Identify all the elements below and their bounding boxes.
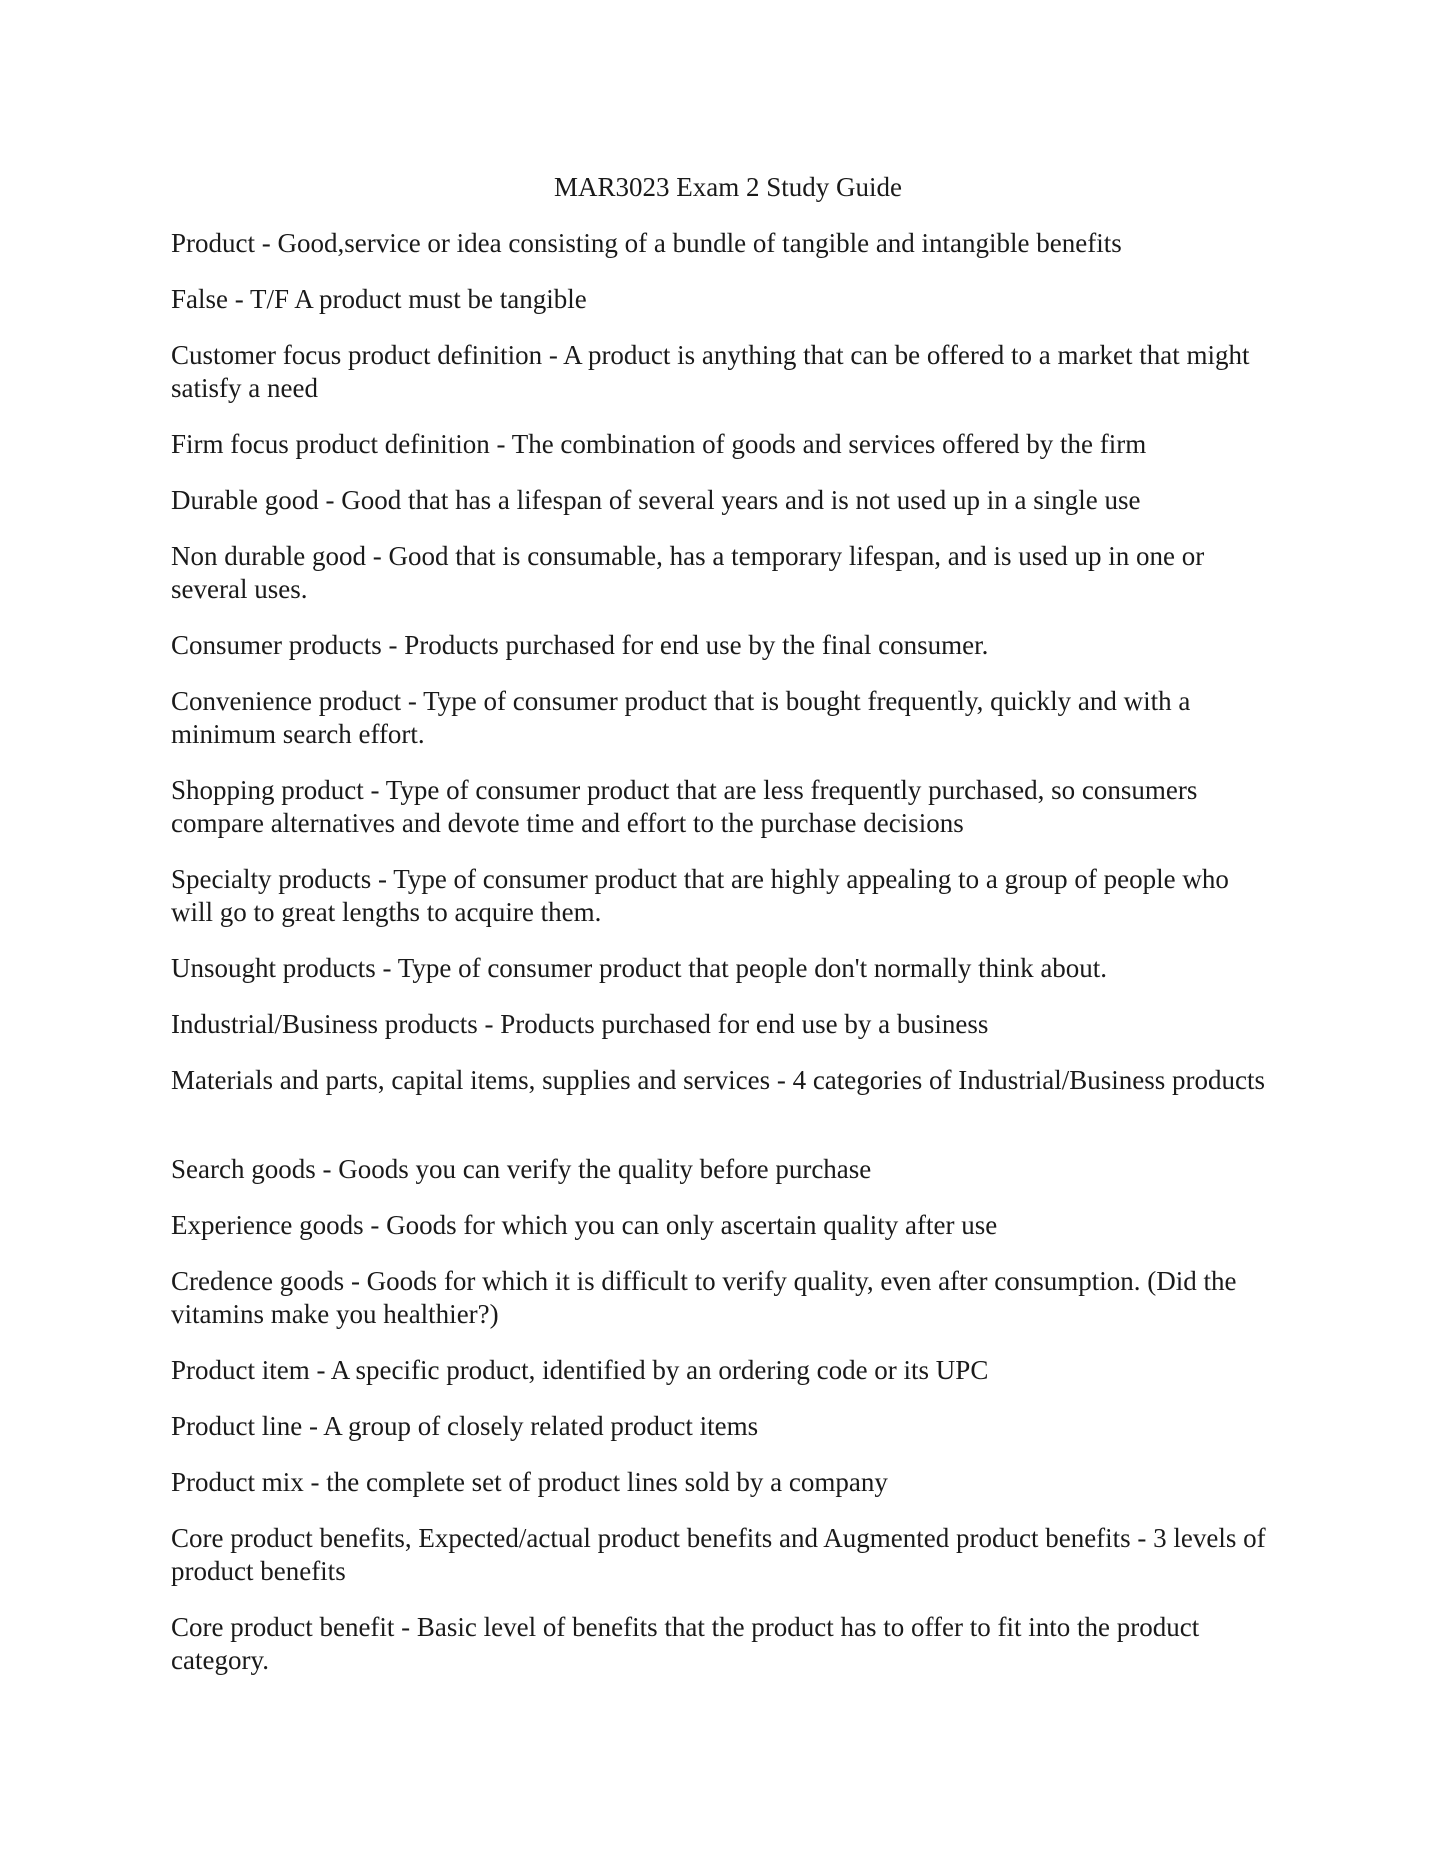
entry-firm-focus-definition: Firm focus product definition - The combination of goods and services offered by the firm — [171, 429, 1147, 459]
entry-shopping-product: Shopping product - Type of consumer product that are less frequently purchased, so consumers compare alternatives and devote time and effort to the purchase decisions — [171, 775, 1198, 838]
entry-unsought-products: Unsought products - Type of consumer product that people don't normally think about. — [171, 953, 1108, 983]
entry-industrial-business-products: Industrial/Business products - Products purchased for end use by a business — [171, 1009, 989, 1039]
entry-core-product-benefit: Core product benefit - Basic level of benefits that the product has to offer to fit into the product category. — [171, 1612, 1200, 1675]
entry-durable-good: Durable good - Good that has a lifespan of several years and is not used up in a single use — [171, 485, 1141, 515]
study-guide-entries — [171, 227, 1271, 1700]
entry-consumer-products: Consumer products - Products purchased for end use by the final consumer. — [171, 630, 989, 660]
entry-convenience-product: Convenience product - Type of consumer product that is bought frequently, quickly and with a minimum search effort. — [171, 686, 1191, 749]
entry-specialty-products: Specialty products - Type of consumer product that are highly appealing to a group of people who will go to great lengths to acquire them. — [171, 864, 1229, 927]
entry-false-tangible: False - T/F A product must be tangible — [171, 284, 587, 314]
entry-product-mix: Product mix - the complete set of product lines sold by a company — [171, 1467, 888, 1497]
entry-levels-of-product-benefits: Core product benefits, Expected/actual product benefits and Augmented product benefits - 3 levels of product benefits — [171, 1523, 1266, 1586]
entry-product-item: Product item - A specific product, identified by an ordering code or its UPC — [171, 1355, 989, 1385]
entry-product-line: Product line - A group of closely related product items — [171, 1411, 759, 1441]
entry-credence-goods: Credence goods - Goods for which it is difficult to verify quality, even after consumption. (Did the vitamins make you healthier?) — [171, 1266, 1237, 1329]
entry-product: Product - Good,service or idea consisting of a bundle of tangible and intangible benefits — [171, 228, 1122, 258]
entry-non-durable-good: Non durable good - Good that is consumable, has a temporary lifespan, and is used up in one or several uses. — [171, 541, 1205, 604]
entry-customer-focus-definition: Customer focus product definition - A product is anything that can be offered to a market that might satisfy a need — [171, 340, 1250, 403]
entry-business-product-categories: Materials and parts, capital items, supplies and services - 4 categories of Industrial/Business products — [171, 1065, 1265, 1095]
entry-search-goods: Search goods - Goods you can verify the quality before purchase — [171, 1154, 872, 1184]
document-title: MAR3023 Exam 2 Study Guide — [554, 172, 902, 202]
entry-experience-goods: Experience goods - Goods for which you can only ascertain quality after use — [171, 1210, 998, 1240]
